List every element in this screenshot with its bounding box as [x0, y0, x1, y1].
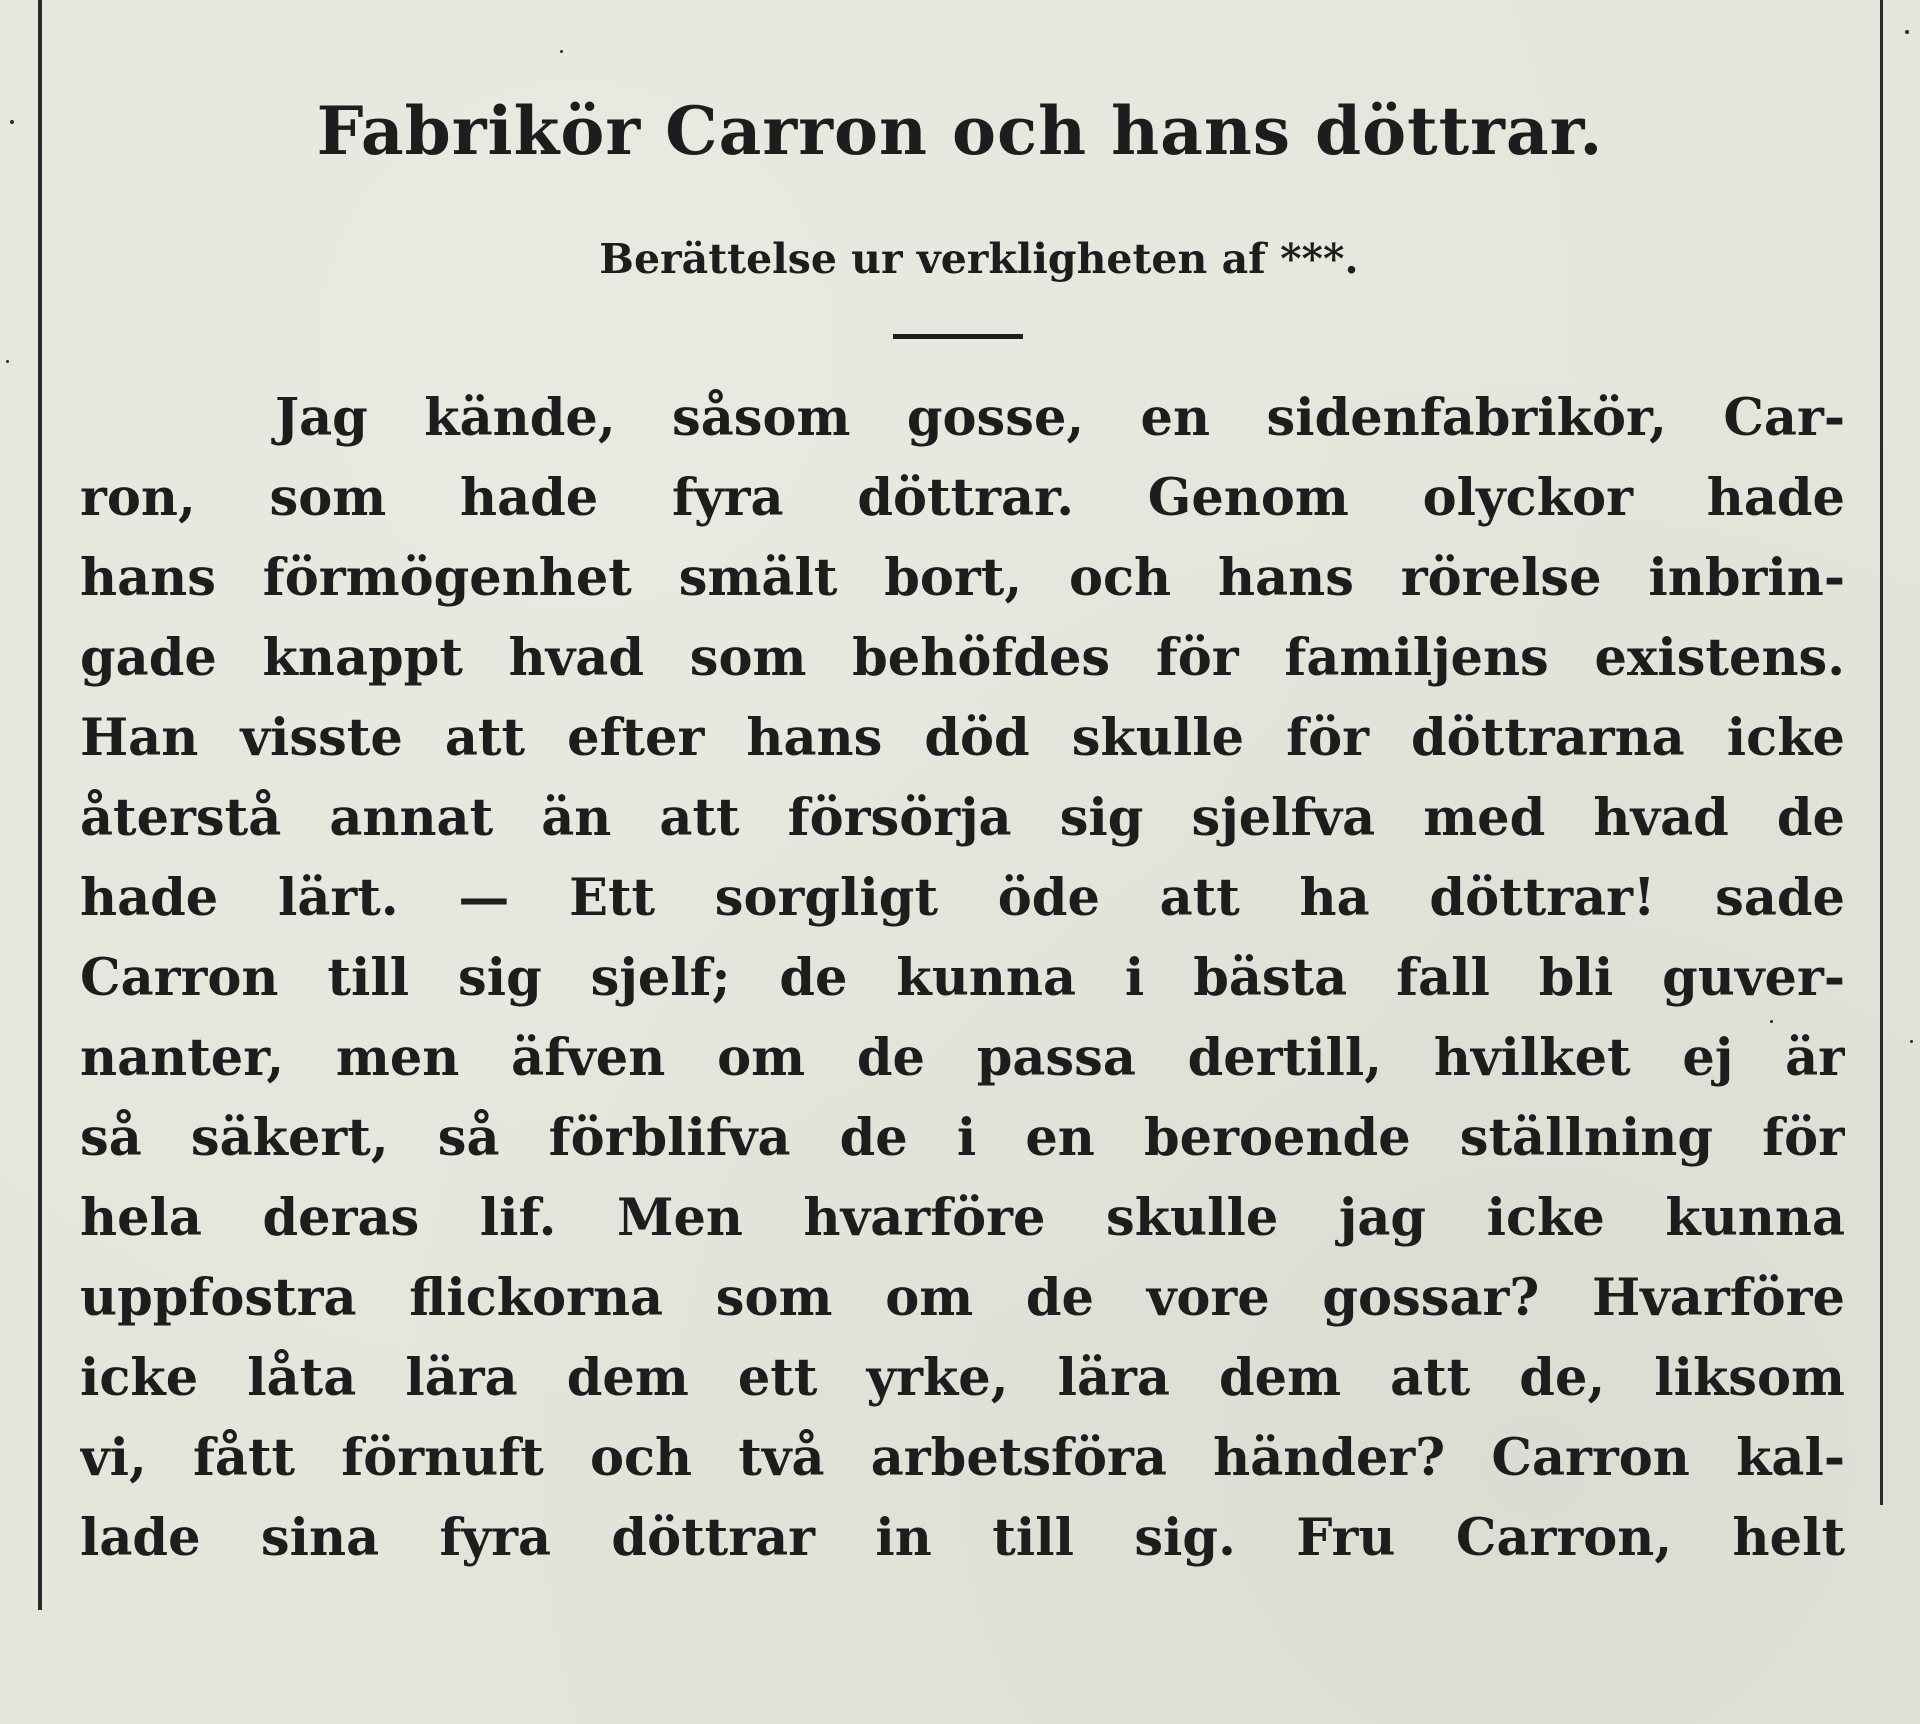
article-line: nanter, men äfven om de passa dertill, hvilket ej är: [80, 1028, 1845, 1088]
article-line: Carron till sig sjelf; de kunna i bästa fall bli guver-: [80, 948, 1845, 1008]
title-divider: [893, 334, 1023, 339]
article-line: hans förmögenhet smält bort, och hans rörelse inbrin-: [80, 548, 1845, 608]
article-line: ron, som hade fyra döttrar. Genom olyckor hade: [80, 468, 1845, 528]
article-title: Fabrikör Carron och hans döttrar.: [316, 92, 1604, 170]
article-line: gade knappt hvad som behöfdes för familjens existens.: [80, 628, 1845, 688]
article-body: [80, 378, 1845, 1578]
ink-speck: [10, 120, 14, 124]
article-line: så säkert, så förblifva de i en beroende ställning för: [80, 1108, 1845, 1168]
right-column-rule: [1880, 0, 1883, 1505]
article-line: återstå annat än att försörja sig sjelfva med hvad de: [80, 788, 1845, 848]
article-line: Jag kände, såsom gosse, en sidenfabrikör, Car-: [275, 388, 1845, 448]
ink-speck: [1905, 30, 1909, 34]
article-subtitle: Berättelse ur verkligheten af ***.: [599, 235, 1359, 283]
article-line: vi, fått förnuft och två arbetsföra händer? Carron kal-: [80, 1428, 1845, 1488]
ink-speck: [560, 50, 563, 53]
article-line: lade sina fyra döttrar in till sig. Fru Carron, helt: [80, 1508, 1845, 1568]
article-line: hade lärt. — Ett sorgligt öde att ha döttrar! sade: [80, 868, 1845, 928]
ink-speck: [1770, 1020, 1773, 1023]
ink-speck: [6, 360, 9, 363]
article-line: hela deras lif. Men hvarföre skulle jag icke kunna: [80, 1188, 1845, 1248]
ink-speck: [1910, 1040, 1913, 1043]
article-line: icke låta lära dem ett yrke, lära dem att de, liksom: [80, 1348, 1845, 1408]
article-line: uppfostra flickorna som om de vore gossar? Hvarföre: [80, 1268, 1845, 1328]
article-line: Han visste att efter hans död skulle för döttrarna icke: [80, 708, 1845, 768]
